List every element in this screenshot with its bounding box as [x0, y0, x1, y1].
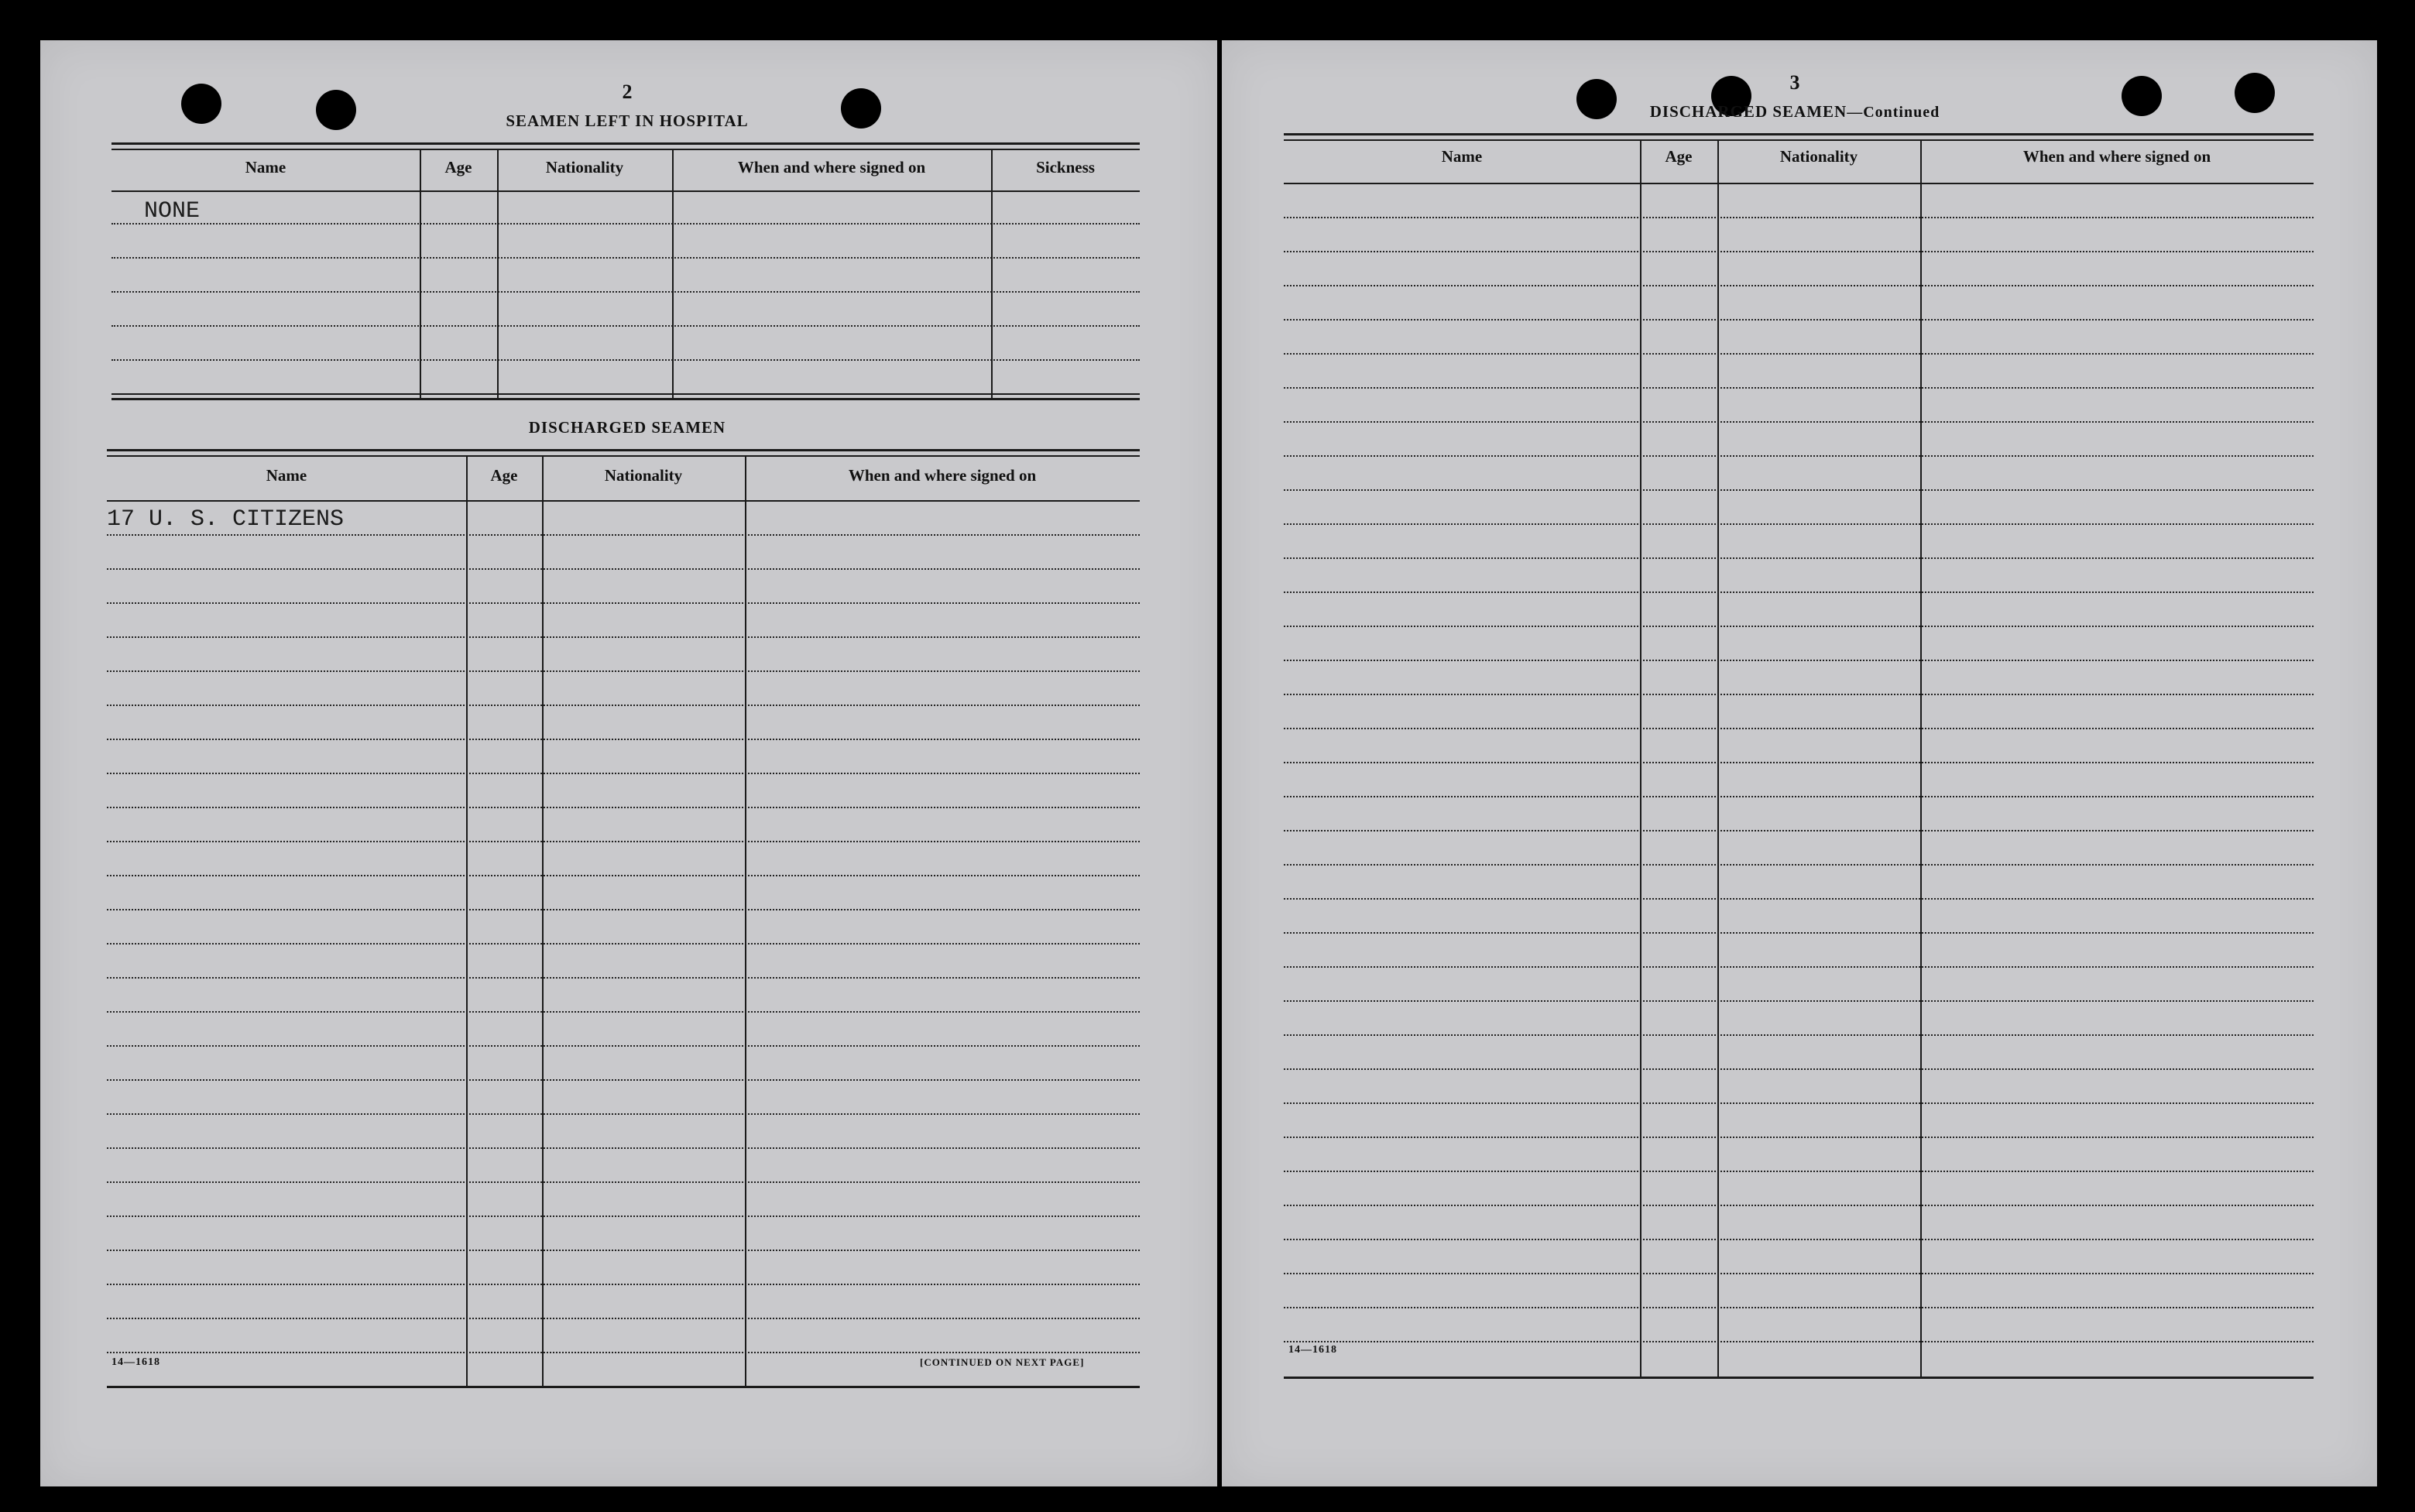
column-header-age: Age	[490, 466, 518, 485]
discharged-table	[107, 449, 1140, 1397]
form-number: 14—1618	[1288, 1344, 1337, 1356]
column-header-name: Name	[245, 158, 286, 177]
hospital-section-title: SEAMEN LEFT IN HOSPITAL	[506, 111, 749, 130]
column-header-name: Name	[266, 466, 307, 485]
discharged-section-title: DISCHARGED SEAMEN	[528, 418, 726, 437]
punch-hole	[316, 90, 356, 130]
page-number: 3	[1789, 71, 1800, 94]
section-title-suffix: —Continued	[1847, 104, 1940, 121]
column-header-age: Age	[444, 158, 472, 177]
column-header-age: Age	[1665, 147, 1693, 166]
column-header-nationality: Nationality	[604, 466, 683, 485]
hospital-entry: NONE	[144, 198, 201, 225]
discharged-entry: 17 U. S. CITIZENS	[107, 506, 345, 533]
column-header-signed-on: When and where signed on	[2022, 147, 2211, 166]
column-header-name: Name	[1441, 147, 1483, 166]
discharged-continued-title	[1563, 102, 2027, 122]
column-header-nationality: Nationality	[1779, 147, 1858, 166]
continued-note: [CONTINUED ON NEXT PAGE]	[920, 1356, 1085, 1368]
punch-hole	[2122, 76, 2162, 116]
column-header-signed-on: When and where signed on	[737, 158, 926, 177]
page-number: 2	[622, 81, 633, 103]
discharged-continued-table	[1284, 133, 2314, 1387]
punch-hole	[181, 84, 221, 124]
punch-hole	[2235, 73, 2275, 113]
form-number: 14—1618	[111, 1356, 160, 1368]
right-page	[1222, 40, 2377, 1486]
hospital-table	[111, 142, 1140, 403]
column-header-signed-on: When and where signed on	[848, 466, 1037, 485]
column-header-nationality: Nationality	[545, 158, 624, 177]
left-page	[40, 40, 1217, 1486]
column-header-sickness: Sickness	[1036, 158, 1095, 177]
section-title-text: DISCHARGED SEAMEN	[1649, 102, 1847, 121]
